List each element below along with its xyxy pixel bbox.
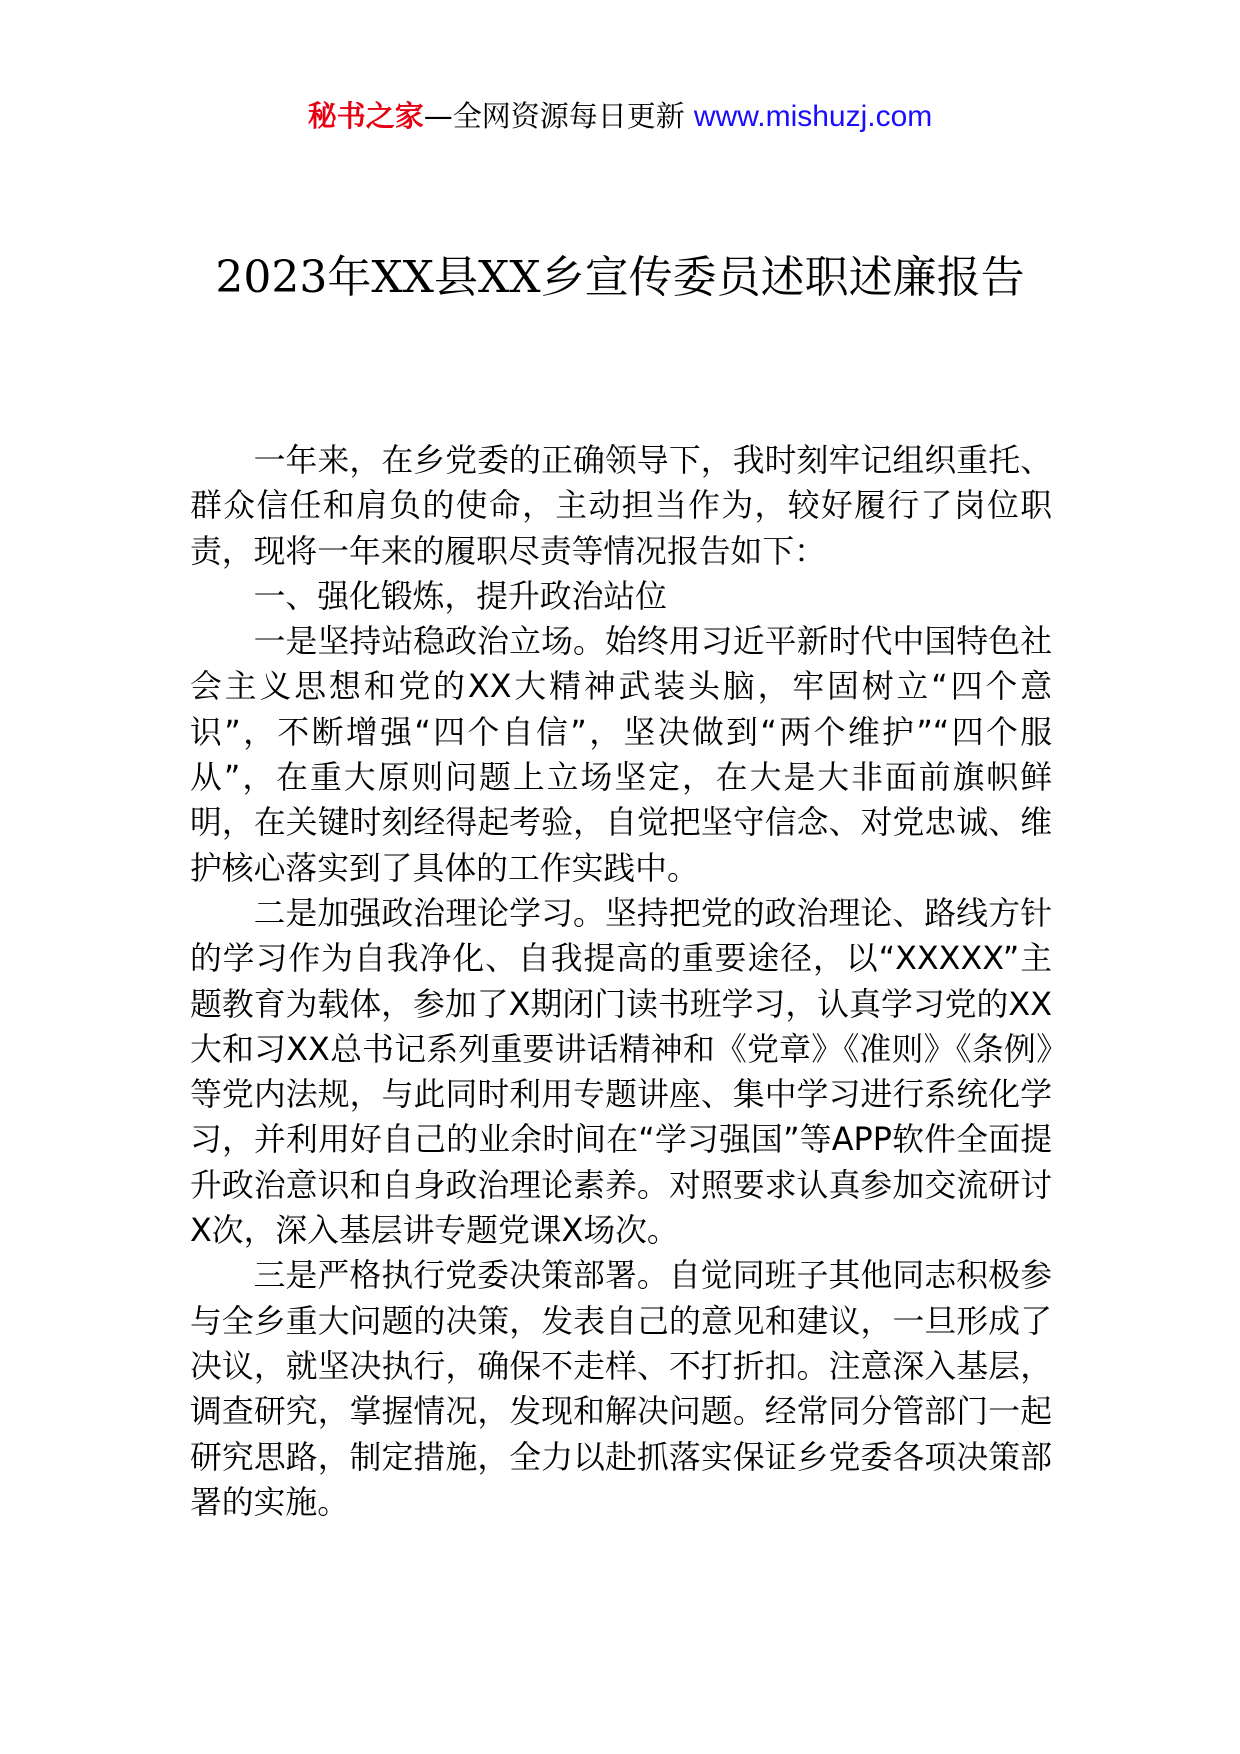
- body-paragraph: 三是严格执行党委决策部署。自觉同班子其他同志积极参与全乡重大问题的决策，发表自己的意见和建议，一旦形成了决议，就坚决执行，确保不走样、不打折扣。注意深入基层，调查研究，掌握情况，发现和解决问题。经常同分管部门一起研究思路，制定措施，全力以赴抓落实保证乡党委各项决策部署的实施。: [190, 1257, 1052, 1521]
- header-tagline: —全网资源每日更新: [423, 99, 694, 133]
- intro-paragraph: 一年来，在乡党委的正确领导下，我时刻牢记组织重托、群众信任和肩负的使命，主动担当作为，较好履行了岗位职责，现将一年来的履职尽责等情况报告如下：: [190, 442, 1052, 570]
- body-paragraph: 二是加强政治理论学习。坚持把党的政治理论、路线方针的学习作为自我净化、自我提高的重要途径，以“XXXXX”主题教育为载体，参加了X期闭门读书班学习，认真学习党的XX大和习XX总书记系列重要讲话精神和《党章》《准则》《条例》等党内法规，与此同时利用专题讲座、集中学习进行系统化学习，并利用好自己的业余时间在“学习强国”等APP软件全面提升政治意识和自身政治理论素养。对照要求认真参加交流研讨X次，深入基层讲专题党课X场次。: [190, 894, 1052, 1250]
- section-heading: 一、强化锻炼，提升政治站位: [253, 577, 667, 615]
- body-paragraph: 一是坚持站稳政治立场。始终用习近平新时代中国特色社会主义思想和党的XX大精神武装头脑，牢固树立“四个意识”，不断增强“四个自信”，坚决做到“两个维护”“四个服从”，在重大原则问题上立场坚定，在大是大非面前旗帜鲜明，在关键时刻经得起考验，自觉把坚守信念、对党忠诚、维护核心落实到了具体的工作实践中。: [190, 623, 1052, 887]
- document-title: 2023年XX县XX乡宣传委员述职述廉报告: [215, 252, 1025, 303]
- brand-name: 秘书之家: [307, 99, 424, 133]
- site-header: [0, 98, 1240, 135]
- document-body: [190, 438, 1052, 1525]
- site-url-link[interactable]: www.mishuzj.com: [693, 100, 933, 133]
